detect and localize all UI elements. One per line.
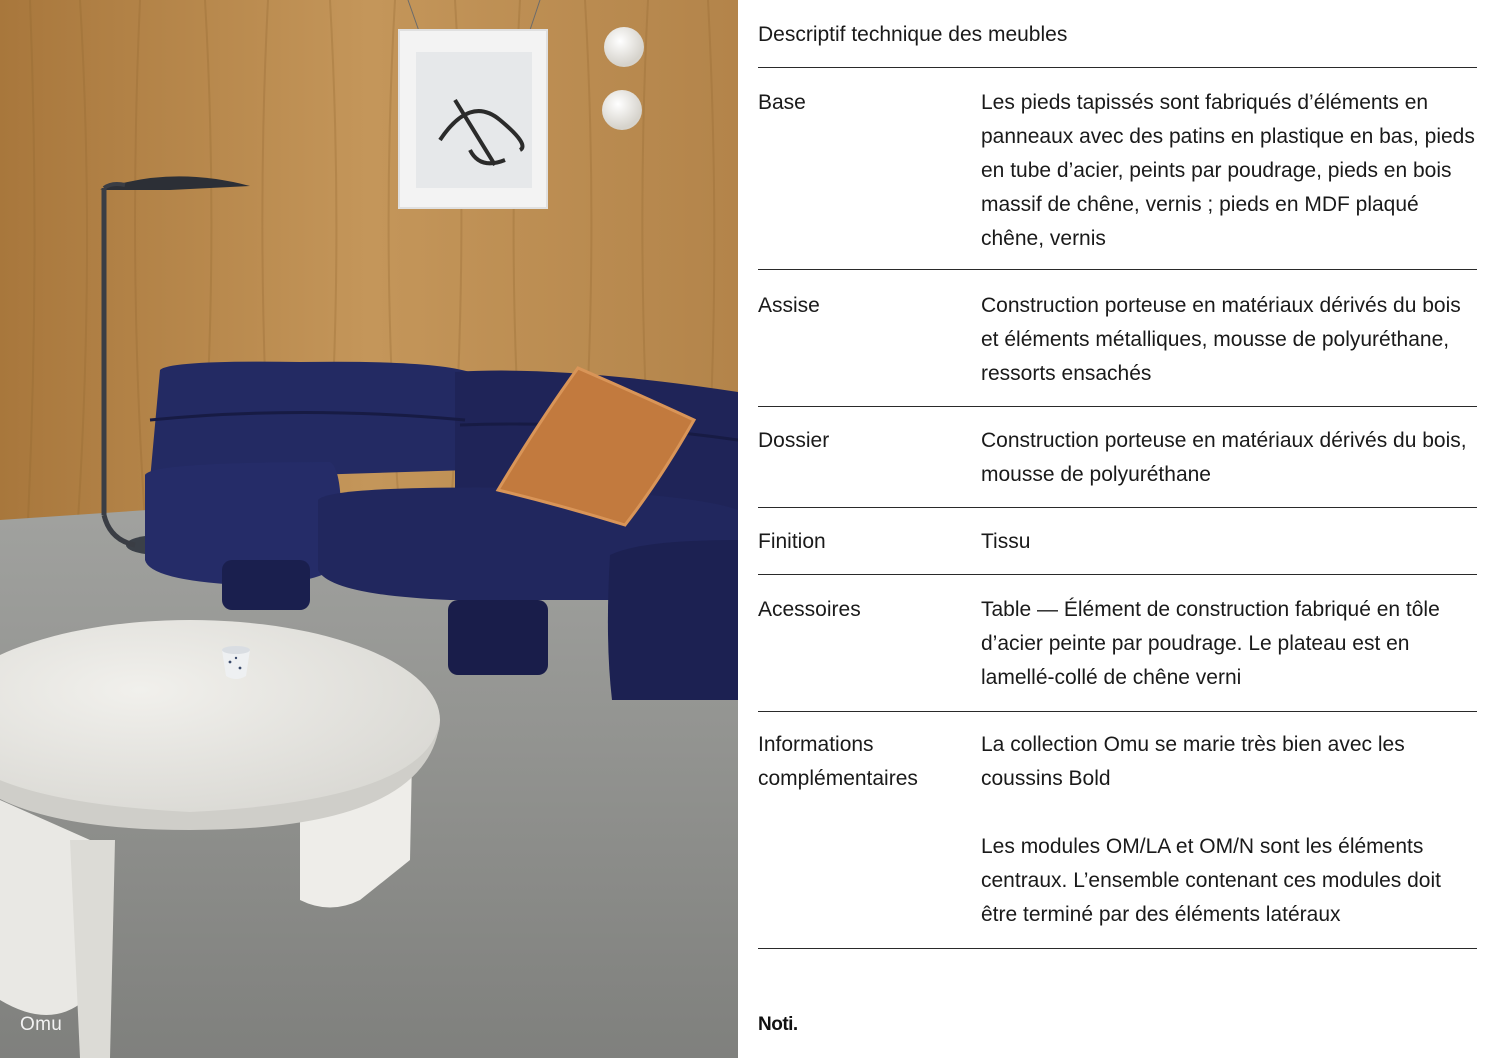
spec-label: Informations complémentaires [758,733,918,790]
divider [758,507,1477,508]
spec-value-paragraph: La collection Omu se marie très bien avec les coussins Bold [981,733,1405,790]
living-room-illustration [0,0,738,1058]
divider [758,948,1477,949]
spec-label: Dossier [758,429,830,452]
spec-value: Construction porteuse en matériaux dérivés du bois et éléments métalliques, mousse de polyuréthane, ressorts ensachés [981,294,1461,385]
spec-label: Base [758,91,806,114]
spec-value: Construction porteuse en matériaux dérivés du bois, mousse de polyuréthane [981,429,1467,486]
divider [758,406,1477,407]
brand-logo: Noti. [758,1014,798,1035]
spec-label: Assise [758,294,820,317]
spec-value: Tissu [981,530,1031,553]
cup [222,646,250,679]
spec-value: Les pieds tapissés sont fabriqués d’éléments en panneaux avec des patins en plastique en bas, pieds en tube d’acier, peints par poudrage, pieds en bois massif de chêne, vernis ; pieds en MDF plaqué chêne, vernis [981,91,1475,250]
divider [758,67,1477,68]
spec-label: Acessoires [758,598,861,621]
spec-value: Table — Élément de construction fabriqué en tôle d’acier peinte par poudrage. Le plateau est en lamellé-collé de chêne verni [981,598,1440,689]
product-photo [0,0,738,1058]
framed-artwork [399,30,547,208]
spec-sheet [758,0,1477,1058]
divider [758,574,1477,575]
spec-value-paragraph: Les modules OM/LA et OM/N sont les éléments centraux. L’ensemble contenant ces modules doit être terminé par des éléments latéraux [981,835,1441,926]
photo-caption: Omu [20,1014,63,1035]
divider [758,269,1477,270]
spec-title: Descriptif technique des meubles [758,23,1068,46]
spec-value [981,728,1477,932]
divider [758,711,1477,712]
spec-label: Finition [758,530,826,553]
